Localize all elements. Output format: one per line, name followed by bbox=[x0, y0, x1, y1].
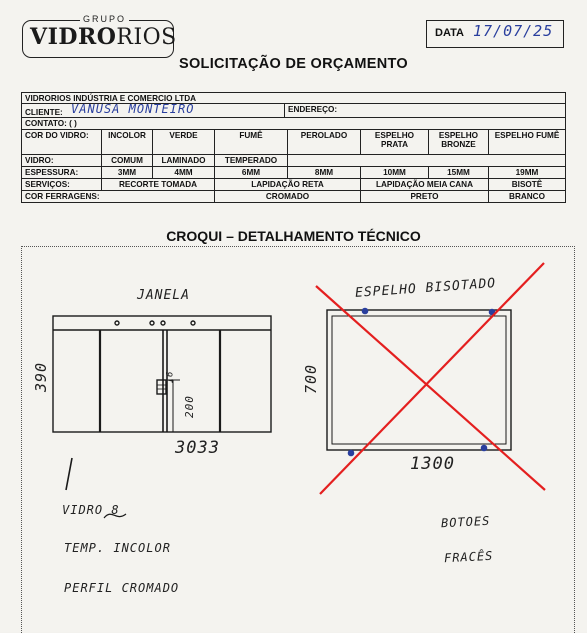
glass-type-option: TEMPERADO bbox=[214, 155, 287, 166]
color-option: ESPELHO PRATA bbox=[360, 130, 428, 154]
company-name: VIDRORIOS INDÚSTRIA E COMERCIO LTDA bbox=[25, 94, 197, 103]
page-title: SOLICITAÇÃO DE ORÇAMENTO bbox=[179, 56, 408, 72]
services-label: SERVIÇOS: bbox=[25, 180, 70, 189]
note-qty bbox=[62, 460, 64, 461]
window-drawing bbox=[40, 316, 271, 432]
color-option: ESPELHO FUMÊ bbox=[488, 130, 565, 154]
color-option: ESPELHO BRONZE bbox=[428, 130, 488, 154]
contact-label: CONTATO: ( ) bbox=[25, 119, 77, 128]
note-line: VIDRO 8 bbox=[62, 503, 120, 517]
mirror-width-dim: 1300 bbox=[410, 454, 455, 474]
mirror-height-dim: 700 bbox=[302, 363, 321, 395]
window-label: JANELA bbox=[137, 288, 190, 303]
croqui-title: CROQUI – DETALHAMENTO TÉCNICO bbox=[166, 228, 421, 244]
color-option: VERDE bbox=[152, 130, 214, 154]
mirror-bevel bbox=[332, 316, 506, 444]
window-hole bbox=[161, 321, 165, 325]
color-option: FUMÊ bbox=[214, 130, 287, 154]
window-width-dim: 3033 bbox=[175, 438, 220, 458]
thickness-option: 4MM bbox=[152, 167, 214, 178]
hardware-label: COR FERRAGENS: bbox=[25, 192, 100, 201]
logo-grupo-text: GRUPO bbox=[80, 14, 129, 24]
note-line: PERFIL CROMADO bbox=[64, 581, 180, 595]
thickness-option: 6MM bbox=[214, 167, 287, 178]
mirror-button bbox=[481, 445, 486, 450]
service-option: LAPIDAÇÃO MEIA CANA bbox=[360, 179, 488, 190]
window-inner-height-dim: 200 bbox=[182, 395, 196, 418]
mirror-note: FRACÊS bbox=[443, 548, 494, 566]
color-option: INCOLOR bbox=[101, 130, 152, 154]
thickness-option: 3MM bbox=[101, 167, 152, 178]
note-line: TEMP. INCOLOR bbox=[64, 541, 171, 555]
date-label: DATA bbox=[435, 27, 464, 39]
glass-color-label: COR DO VIDRO: bbox=[25, 131, 89, 140]
thickness-option: 15MM bbox=[428, 167, 488, 178]
mirror-drawing bbox=[327, 308, 511, 455]
mirror-note: BOTOES bbox=[440, 513, 491, 531]
thickness-option: 8MM bbox=[287, 167, 360, 178]
service-option: LAPIDAÇÃO RETA bbox=[214, 179, 360, 190]
logo-brand-bold: VIDRO bbox=[30, 24, 117, 50]
window-hole bbox=[191, 321, 195, 325]
logo-brand-tail: RIOS bbox=[116, 25, 177, 50]
thickness-label: ESPESSURA: bbox=[25, 168, 79, 177]
window-hole bbox=[150, 321, 154, 325]
service-option: BISOTÊ bbox=[488, 179, 565, 190]
thickness-option: 19MM bbox=[488, 167, 565, 178]
window-hole bbox=[115, 321, 119, 325]
quantity-stroke bbox=[66, 458, 72, 490]
color-option: PEROLADO bbox=[287, 130, 360, 154]
mirror-label: ESPELHO BISOTADO bbox=[354, 276, 497, 301]
hardware-option: BRANCO bbox=[488, 191, 565, 202]
mirror-button bbox=[348, 450, 353, 455]
client-value: VANUSA MONTEIRO bbox=[71, 104, 195, 116]
glass-type-option: COMUM bbox=[101, 155, 152, 166]
hardware-option: CROMADO bbox=[214, 191, 360, 202]
service-option: RECORTE TOMADA bbox=[101, 179, 214, 190]
window-lock-dim: 16 bbox=[165, 370, 176, 384]
window-height-dim: 390 bbox=[32, 361, 51, 393]
glass-type-option: LAMINADO bbox=[152, 155, 214, 166]
thickness-option: 10MM bbox=[360, 167, 428, 178]
mirror-frame bbox=[327, 310, 511, 450]
client-label: CLIENTE: bbox=[25, 108, 63, 117]
mirror-button bbox=[362, 308, 367, 313]
window-frame bbox=[53, 316, 271, 432]
date-value: 17/07/25 bbox=[473, 22, 554, 40]
address-label: ENDEREÇO: bbox=[288, 105, 338, 114]
glass-type-label: VIDRO: bbox=[25, 156, 54, 165]
hardware-option: PRETO bbox=[360, 191, 488, 202]
